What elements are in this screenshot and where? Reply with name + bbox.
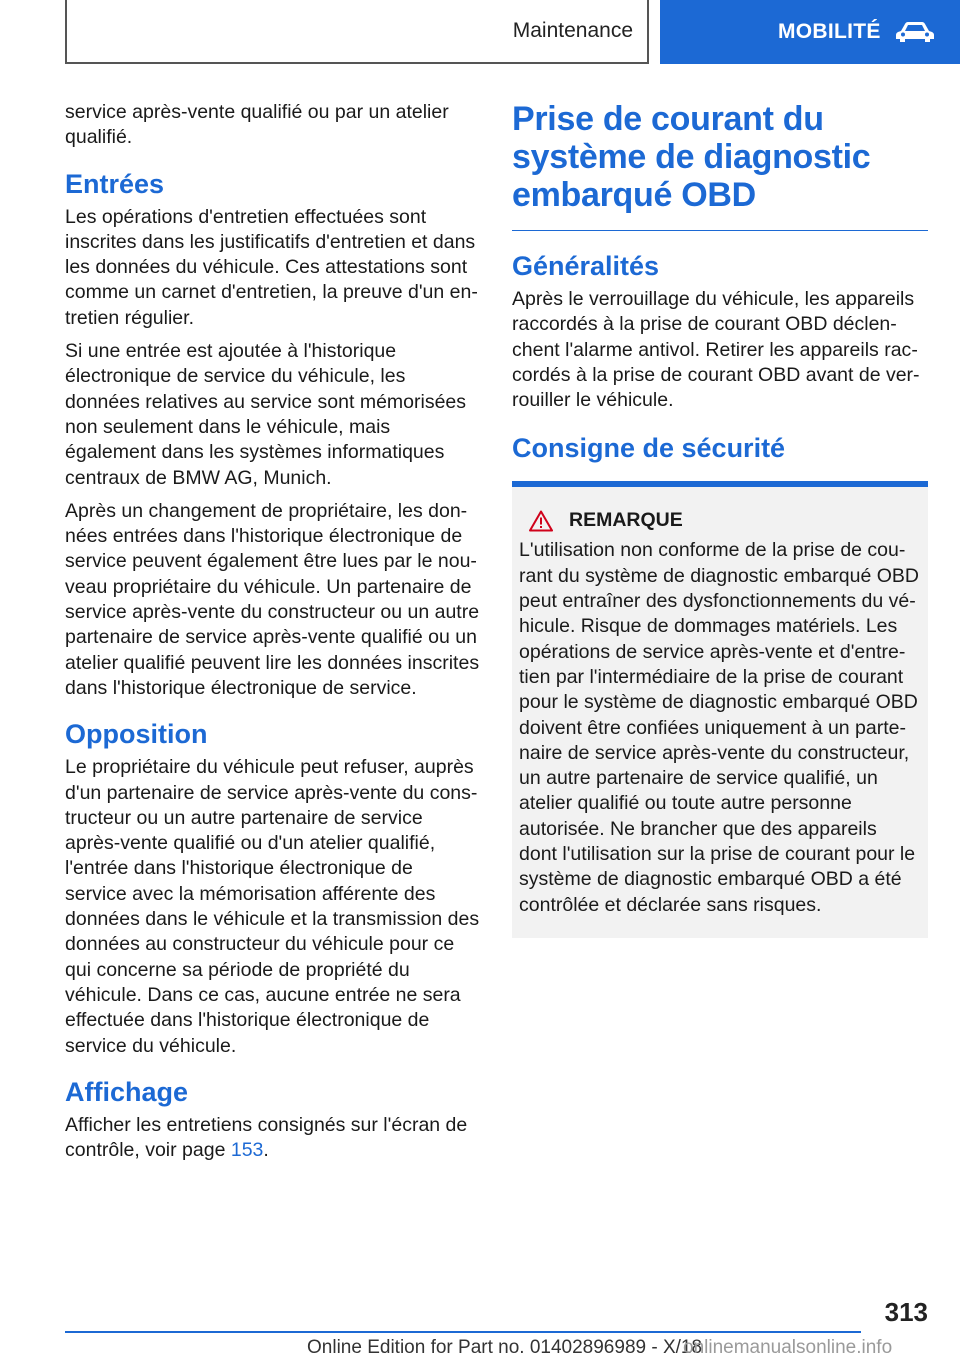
heading-entrees: Entrées (65, 168, 165, 199)
generalites-paragraph: Après le verrouillage du véhicule, les appareils raccordés à la prise de courant OBD déclenchent l'alarme antivol. Retirer les appareils raccordés à la prise de courant OBD avant de verrouiller le véhicule. (512, 288, 920, 412)
left-column (65, 100, 480, 1171)
footer-rule (65, 1331, 861, 1333)
notice-header (519, 509, 920, 532)
right-column (512, 100, 928, 938)
header-chapter-title: MOBILITÉ (778, 20, 881, 43)
entrees-paragraph-1: Les opérations d'entretien effectuées sont inscrites dans les justificatifs d'entretien et dans les données du véhicule. Ces attestations sont comme un carnet d'entretien, la preuve d'un entretien régulier. (65, 205, 478, 329)
page-link-153[interactable]: 153 (230, 1139, 264, 1162)
intro-paragraph: service après-vente qualifié ou par un atelier qualifié. (65, 101, 449, 149)
header-chapter-tab (660, 0, 960, 64)
page-number: 313 (884, 1297, 928, 1327)
car-icon (895, 21, 935, 43)
affichage-text: Afficher les entretiens consignés sur l'écran de contrôle, voir page (65, 1113, 468, 1162)
entrees-paragraph-2: Si une entrée est ajoutée à l'historique électronique de service du véhicule, les données relatives au service sont mémorisées non seulement dans le véhicule, mais également dans les systèmes informatiques centraux de BMW AG, Munich. (65, 340, 467, 489)
notice-text: L'utilisation non conforme de la prise de courant du système de diagnostic embarqué OBD peut entraîner des dysfonctionnements du véhicule. Risque de dommages matériels. Les opérations de service après-vente et d'entretien par l'intermédiaire de la prise de courant pour le système de diagnostic embarqué OBD doivent être confiées uniquement à un partenaire de service après-vente du constructeur, un autre partenaire de service qualifié, un atelier qualifié ou toute autre personne autorisée. Ne brancher que des appareils dont l'utilisation sur la prise de courant pour le système de diagnostic embarqué OBD a été contrôlée et déclarée sans risques. (519, 539, 919, 916)
heading-affichage: Affichage (65, 1076, 189, 1107)
affichage-end: . (263, 1139, 269, 1162)
entrees-paragraph-3: Après un changement de propriétaire, les données entrées dans l'historique électronique de service peuvent également être lues par le nouveau propriétaire du véhicule. Un partenaire de service après-vente du constructeur ou un autre partenaire de service après-vente qualifié ou un atelier qualifié peuvent lire les données inscrites dans l'historique électronique de service. (65, 499, 480, 699)
affichage-paragraph (65, 1113, 480, 1164)
header-section-title: Maintenance (512, 19, 633, 42)
warning-triangle-icon (529, 510, 553, 532)
footer-edition: Online Edition for Part no. 01402896989 - X/18 (307, 1337, 703, 1358)
heading-generalites: Généralités (512, 251, 660, 281)
heading-obd: Prise de courant du système de diagnostic embarqué OBD (512, 100, 871, 214)
opposition-paragraph: Le propriétaire du véhicule peut refuser, auprès d'un partenaire de service après-vente du constructeur ou un autre partenaire de service après-vente qualifié ou d'un atelier qualifié, l'entrée dans l'historique électronique de service avec la mémorisation afférente des données dans le véhicule et la transmission des données au constructeur du véhicule pour ce qui concerne sa période de propriété du véhicule. Dans ce cas, aucune entrée ne sera effectuée dans l'historique électronique de service du véhicule. (65, 756, 480, 1057)
notice-box (512, 481, 928, 937)
footer-watermark: onlinemanualsonline.info (683, 1337, 893, 1358)
header-section-box (65, 0, 649, 64)
heading-opposition: Opposition (65, 719, 208, 750)
heading-rule (512, 230, 928, 231)
notice-title: REMARQUE (569, 509, 683, 532)
heading-securite: Consigne de sécurité (512, 433, 786, 464)
